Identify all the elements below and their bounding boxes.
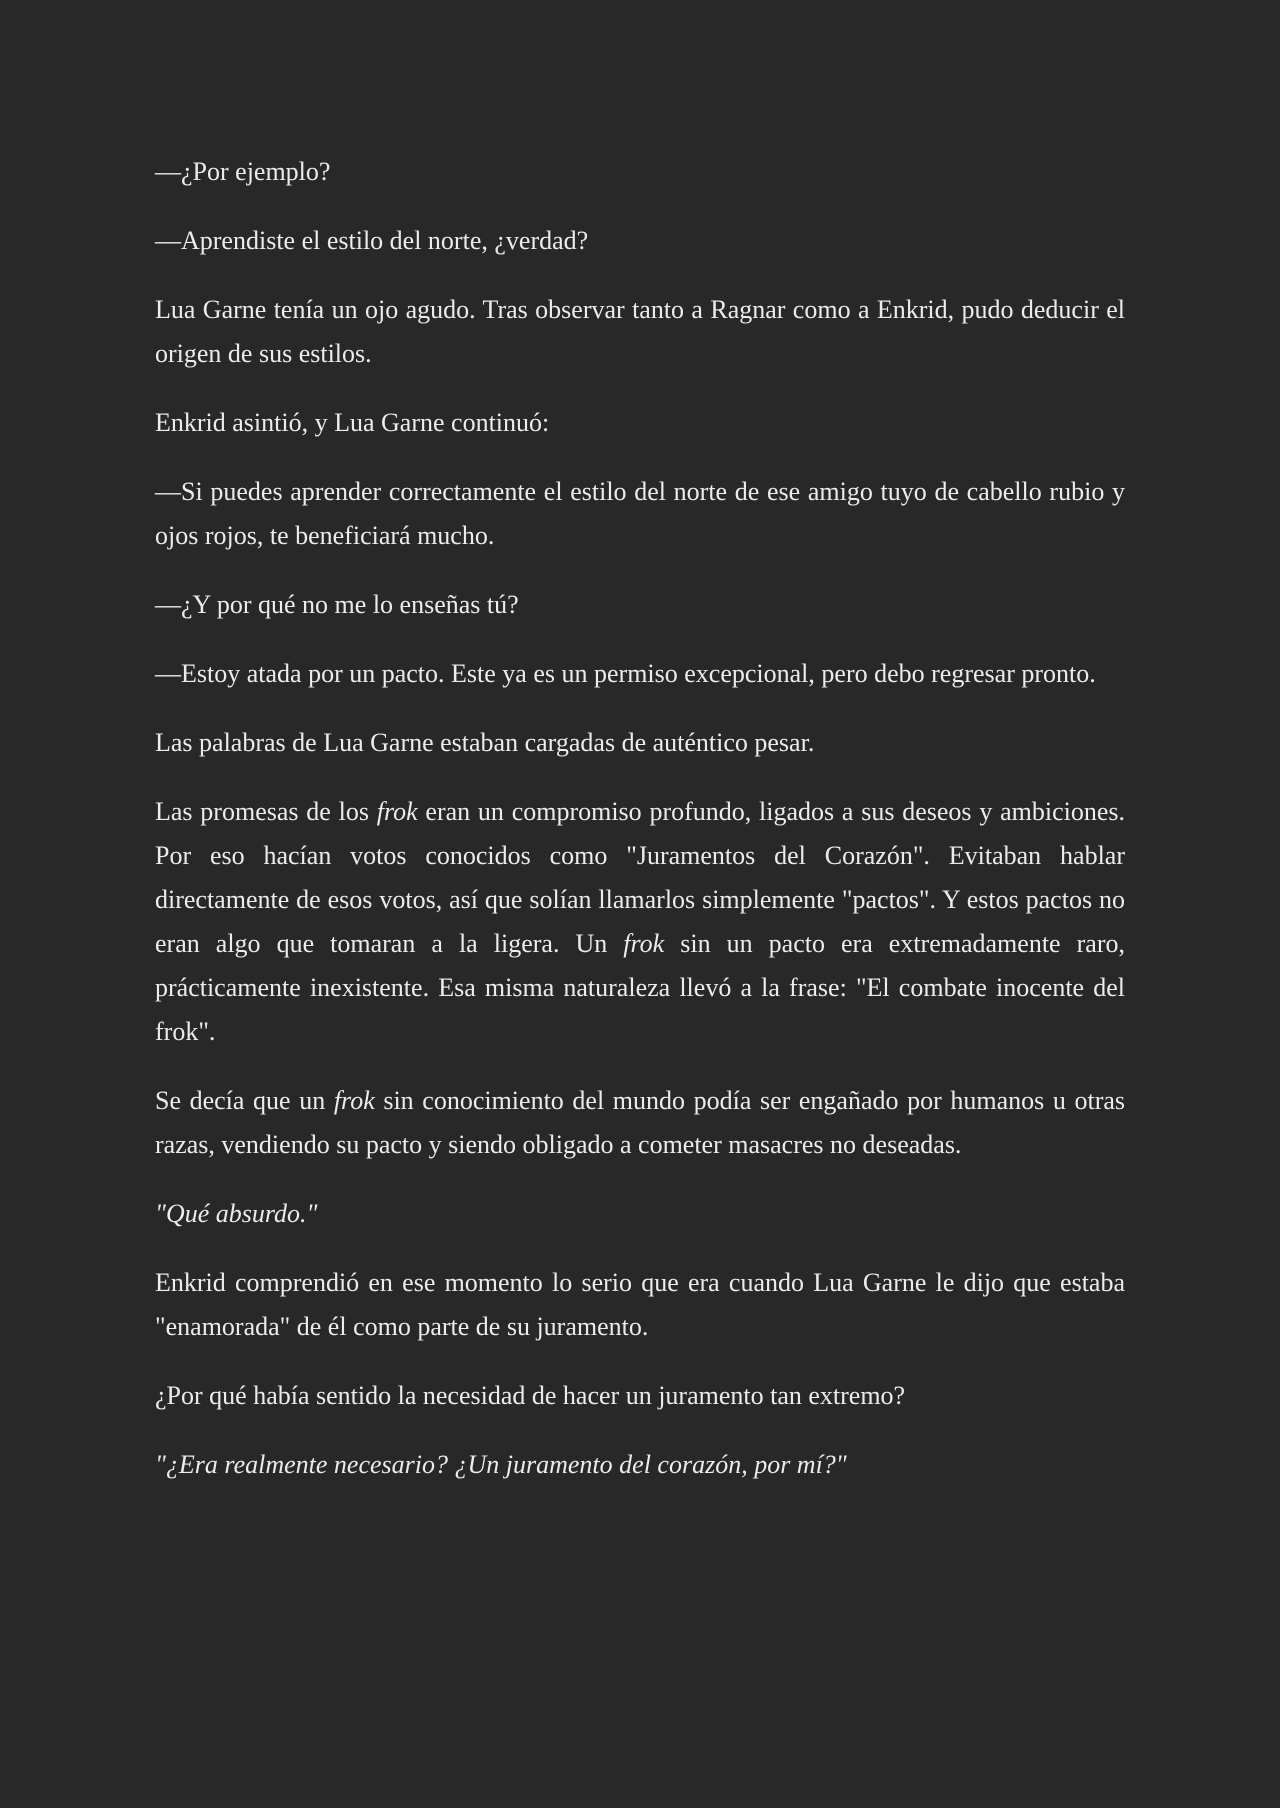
paragraph-text: sin un pacto era extremadamente raro, prácticamente inexistente. Esa misma naturaleza llevó a la frase: "El combate inocente del frok". (155, 929, 1125, 1046)
paragraph-text: —Aprendiste el estilo del norte, ¿verdad? (155, 226, 589, 255)
paragraph-narration-6 (155, 1261, 1125, 1349)
paragraph-narration-3 (155, 721, 1125, 765)
paragraph-text: Enkrid asintió, y Lua Garne continuó: (155, 408, 550, 437)
paragraph-text: —Estoy atada por un pacto. Este ya es un permiso excepcional, pero debo regresar pronto. (155, 659, 1096, 688)
paragraph-text: ¿Por qué había sentido la necesidad de hacer un juramento tan extremo? (155, 1381, 906, 1410)
paragraph-dialogue-3 (155, 470, 1125, 558)
paragraph-text: Enkrid comprendió en ese momento lo serio que era cuando Lua Garne le dijo que estaba "enamorada" de él como parte de su juramento. (155, 1268, 1125, 1341)
paragraph-text: "Qué absurdo." (155, 1199, 318, 1228)
italic-term: frok (623, 929, 665, 958)
paragraph-dialogue-4 (155, 583, 1125, 627)
paragraph-narration-2 (155, 401, 1125, 445)
paragraph-text: Las promesas de los (155, 797, 377, 826)
paragraph-text: sin conocimiento del mundo podía ser engañado por humanos u otras razas, vendiendo su pacto y siendo obligado a cometer masacres no deseadas. (155, 1086, 1126, 1159)
paragraph-text: —¿Y por qué no me lo enseñas tú? (155, 590, 519, 619)
paragraph-text: Las palabras de Lua Garne estaban cargadas de auténtico pesar. (155, 728, 815, 757)
paragraph-text: Lua Garne tenía un ojo agudo. Tras observar tanto a Ragnar como a Enkrid, pudo deducir el origen de sus estilos. (155, 295, 1125, 368)
paragraph-dialogue-1 (155, 150, 1125, 194)
paragraph-thought-2 (155, 1443, 1125, 1487)
paragraph-text: Se decía que un (155, 1086, 334, 1115)
paragraph-narration-4 (155, 790, 1125, 1054)
paragraph-text: eran un compromiso profundo, ligados a sus deseos y ambiciones. Por eso hacían votos conocidos como "Juramentos del Corazón". Evitaban hablar directamente de esos votos, así que solían llamarlos simplemente "pactos". Y estos pactos no eran algo que tomaran a la ligera. Un (155, 797, 1126, 958)
italic-term: frok (376, 797, 418, 826)
paragraph-text: "¿Era realmente necesario? ¿Un juramento del corazón, por mí?" (155, 1450, 847, 1479)
italic-term: frok (333, 1086, 375, 1115)
paragraph-narration-7 (155, 1374, 1125, 1418)
paragraph-dialogue-2 (155, 219, 1125, 263)
paragraph-text: —¿Por ejemplo? (155, 157, 331, 186)
paragraph-thought-1 (155, 1192, 1125, 1236)
paragraph-narration-1 (155, 288, 1125, 376)
paragraph-narration-5 (155, 1079, 1125, 1167)
paragraph-dialogue-5 (155, 652, 1125, 696)
paragraph-text: —Si puedes aprender correctamente el estilo del norte de ese amigo tuyo de cabello rubio y ojos rojos, te beneficiará mucho. (155, 477, 1125, 550)
